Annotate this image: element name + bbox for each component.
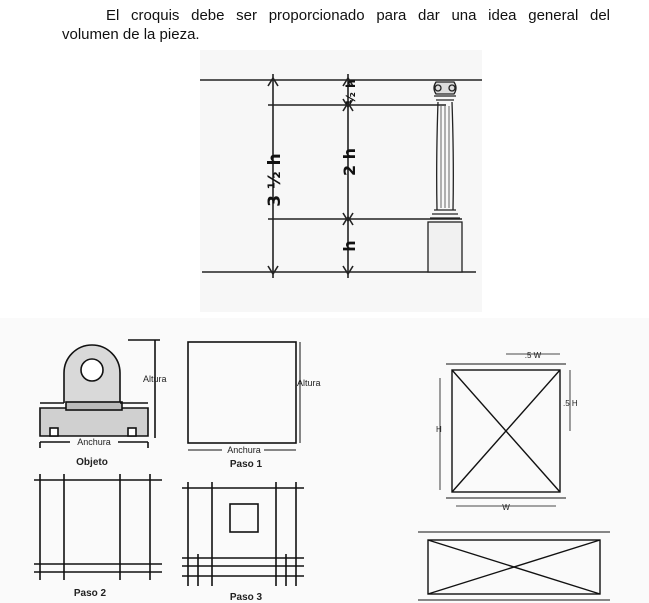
dim-top-label: ½ h: [344, 79, 358, 105]
dim-middle-label: 2 h: [340, 147, 359, 177]
object-altura-label: Altura: [143, 374, 167, 384]
paso3-caption: Paso 3: [229, 592, 263, 603]
paso1-caption: Paso 1: [229, 459, 263, 470]
paragraph-line-2: volumen de la pieza.: [62, 26, 200, 43]
column-proportion-figure: [200, 50, 482, 312]
paso1-anchura-label: Anchura: [227, 445, 261, 455]
paso1-altura-label: Altura: [297, 378, 321, 388]
object-anchura-label: Anchura: [77, 437, 111, 447]
height-label: H: [436, 425, 442, 434]
paso2-caption: Paso 2: [73, 588, 107, 599]
object-caption: Objeto: [76, 457, 108, 468]
dim-bottom-label: h: [340, 240, 359, 252]
half-width-label: .5 W: [524, 351, 542, 360]
width-label: W: [502, 503, 510, 512]
dim-total-label: 3 ½ h: [265, 153, 285, 207]
half-height-label: .5 H: [563, 399, 578, 408]
paragraph-line-1: El croquis debe ser proporcionado para dar una idea general del: [106, 7, 610, 24]
steps-figure: [0, 318, 649, 603]
intro-paragraph: [62, 6, 610, 44]
